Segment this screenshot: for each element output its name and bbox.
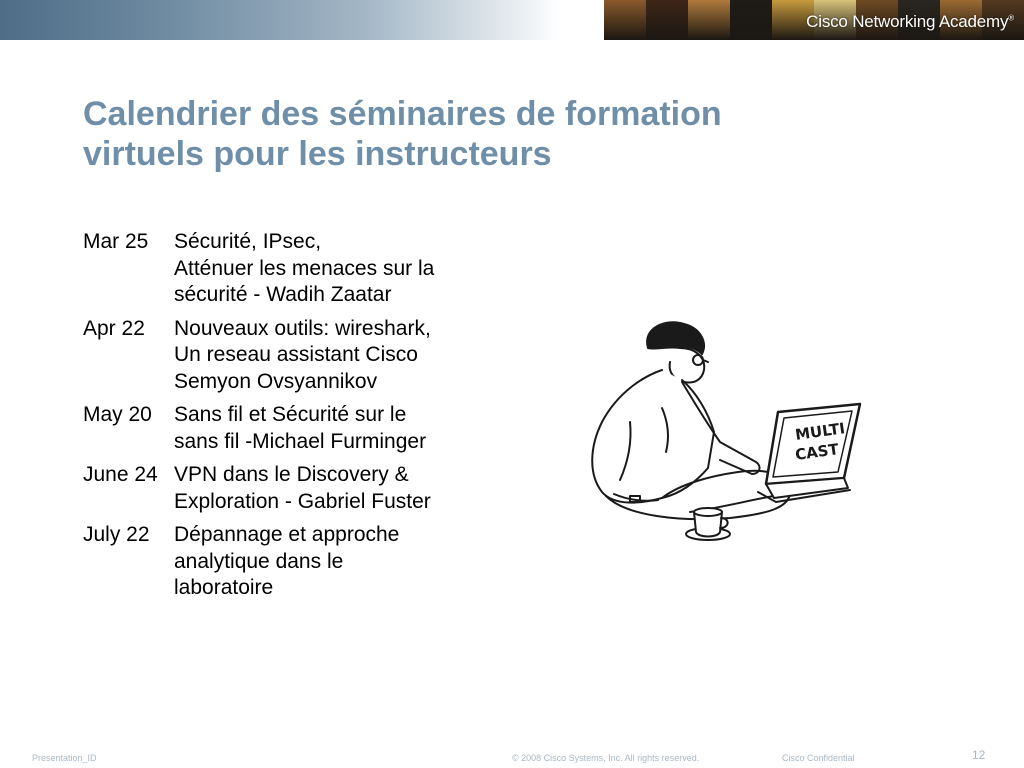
footer-confidential: Cisco Confidential [782,753,855,763]
seminar-schedule [83,229,523,609]
schedule-description-line: Nouveaux outils: wireshark, [174,316,431,340]
footer-presentation-id: Presentation_ID [32,753,97,763]
schedule-description-line: Exploration - Gabriel Fuster [174,489,431,513]
schedule-date: June 24 [83,463,158,486]
schedule-entry-mar-25 [83,229,523,309]
schedule-description [174,316,523,396]
schedule-description-line: sécurité - Wadih Zaatar [174,283,392,306]
schedule-date: July 22 [83,523,150,546]
schedule-description-line: laboratoire [174,576,274,599]
schedule-description-line: Atténuer les menaces sur la [174,256,435,280]
schedule-date: May 20 [83,403,152,426]
schedule-description-line: VPN dans le Discovery & [174,463,409,486]
slide-title-line-2: virtuels pour les instructeurs [83,135,552,173]
header-photo-tile [646,0,688,40]
schedule-description-line: Sans fil et Sécurité sur le [174,403,407,426]
footer-copyright: © 2008 Cisco Systems, Inc. All rights reserved. [512,753,700,763]
schedule-entry-apr-22 [83,316,523,396]
schedule-description [174,522,523,602]
slide-title [83,94,903,174]
schedule-description [174,402,523,455]
schedule-description [174,229,523,309]
schedule-entry-may-20 [83,402,523,455]
header-band [0,0,1024,40]
schedule-description [174,462,523,515]
hair-shape [647,322,704,354]
cisco-networking-academy-logo [806,12,1014,32]
laptop-screen-text-line-1: MULTI [794,419,847,444]
schedule-description-line: Sécurité, IPsec, [174,230,322,253]
schedule-description-line: Un reseau assistant Cisco [174,343,418,366]
schedule-description-line: Dépannage et approche [174,523,400,546]
laptop-screen-text-line-2: CAST [794,440,840,464]
shirt-shape [592,370,714,503]
man-with-laptop-illustration [570,312,870,552]
page-number: 12 [972,748,986,762]
brand-registered-mark: ® [1008,13,1014,23]
schedule-entry-june-24 [83,462,523,515]
schedule-entry-july-22 [83,522,523,602]
slide-title-line-1: Calendrier des séminaires de formation [83,95,722,133]
schedule-date: Mar 25 [83,230,149,253]
header-photo-tile [730,0,772,40]
brand-name: Cisco Networking Academy [806,12,1009,31]
schedule-description-line: analytique dans le [174,549,344,573]
header-photo-tile [688,0,730,40]
schedule-date: Apr 22 [83,316,145,340]
header-gradient-bar [0,0,560,40]
schedule-description-line: sans fil -Michael Furminger [174,429,427,453]
schedule-description-line: Semyon Ovsyannikov [174,369,378,393]
header-photo-tile [604,0,646,40]
